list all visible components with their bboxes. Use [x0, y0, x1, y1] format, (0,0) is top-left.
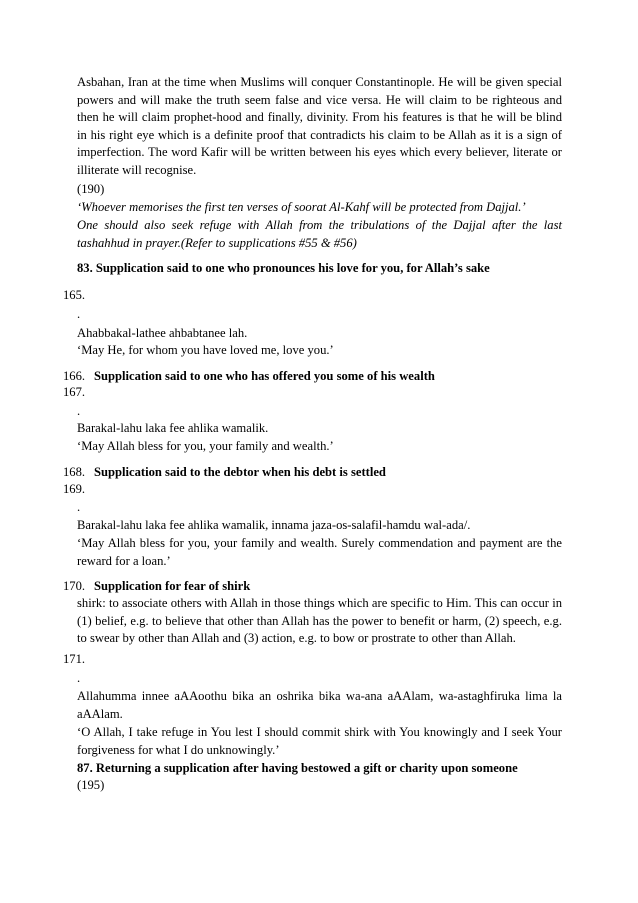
arabic-placeholder-165: . — [77, 307, 81, 321]
heading-87: 87. Returning a supplication after having bestowed a gift or charity upon someone — [77, 761, 518, 775]
intro-paragraph: Asbahan, Iran at the time when Muslims will conquer Constantinople. He will be given special powers and will make the truth seem false and vice versa. He will claim to be righteous and then he will claim prophet-hood and finally, divinity. From his features is that he will be blind in his right eye which is a definite proof that contradicts his claim to be Allah as it is a sign of imperfection. The word Kafir will be written between his eyes which every believer, literate or illiterate will recognise. — [77, 75, 562, 177]
transliteration-169: Barakal-lahu laka fee ahlika wamalik, innama jaza-os-salafil-hamdu wal-ada/. — [77, 518, 471, 532]
transliteration-165: Ahabbakal-lathee ahbabtanee lah. — [77, 326, 248, 340]
translation-167: ‘May Allah bless for you, your family and wealth.’ — [77, 439, 334, 453]
translation-165: ‘May He, for whom you have loved me, love you.’ — [77, 343, 334, 357]
heading-166: Supplication said to one who has offered you some of his wealth — [94, 369, 435, 383]
number-168: 168. — [63, 465, 86, 479]
shirk-definition: shirk: to associate others with Allah in those things which are specific to Him. This can occur in (1) belief, e.g. to believe that other than Allah has the power to benefit or harm, (2) speech, e.g. to swear by other than Allah and (3) action, e.g. to bow or prostrate to other than Allah. — [77, 596, 562, 645]
heading-83: 83. Supplication said to one who pronounces his love for you, for Allah’s sake — [77, 261, 490, 275]
number-167: 167. — [63, 385, 86, 399]
translation-171: ‘O Allah, I take refuge in You lest I should commit shirk with You knowingly and I seek Your forgiveness for what I do unknowingly.’ — [77, 725, 562, 757]
number-171: 171. — [63, 652, 86, 666]
arabic-placeholder-167: . — [77, 404, 81, 418]
kahf-quote: ‘Whoever memorises the first ten verses of soorat Al-Kahf will be protected from Dajjal.’ — [77, 200, 526, 214]
number-169: 169. — [63, 482, 86, 496]
reference-190: (190) — [77, 182, 105, 196]
number-170: 170. — [63, 579, 86, 593]
number-166: 166. — [63, 369, 86, 383]
reference-195: (195) — [77, 778, 105, 792]
arabic-placeholder-169: . — [77, 500, 81, 514]
translation-169: ‘May Allah bless for you, your family and wealth. Surely commendation and payment are the reward for a loan.’ — [77, 536, 562, 568]
refuge-note: One should also seek refuge with Allah from the tribulations of the Dajjal after the last tashahhud in prayer.(Refer to supplications #55 & #56) — [77, 218, 562, 250]
heading-168: Supplication said to the debtor when his debt is settled — [94, 465, 386, 479]
number-165: 165. — [63, 288, 86, 302]
transliteration-171: Allahumma innee aAAoothu bika an oshrika bika wa-ana aAAlam, wa-astaghfiruka lima la aAAlam. — [77, 689, 562, 721]
arabic-placeholder-171: . — [77, 671, 81, 685]
heading-170: Supplication for fear of shirk — [94, 579, 251, 593]
transliteration-167: Barakal-lahu laka fee ahlika wamalik. — [77, 421, 269, 435]
